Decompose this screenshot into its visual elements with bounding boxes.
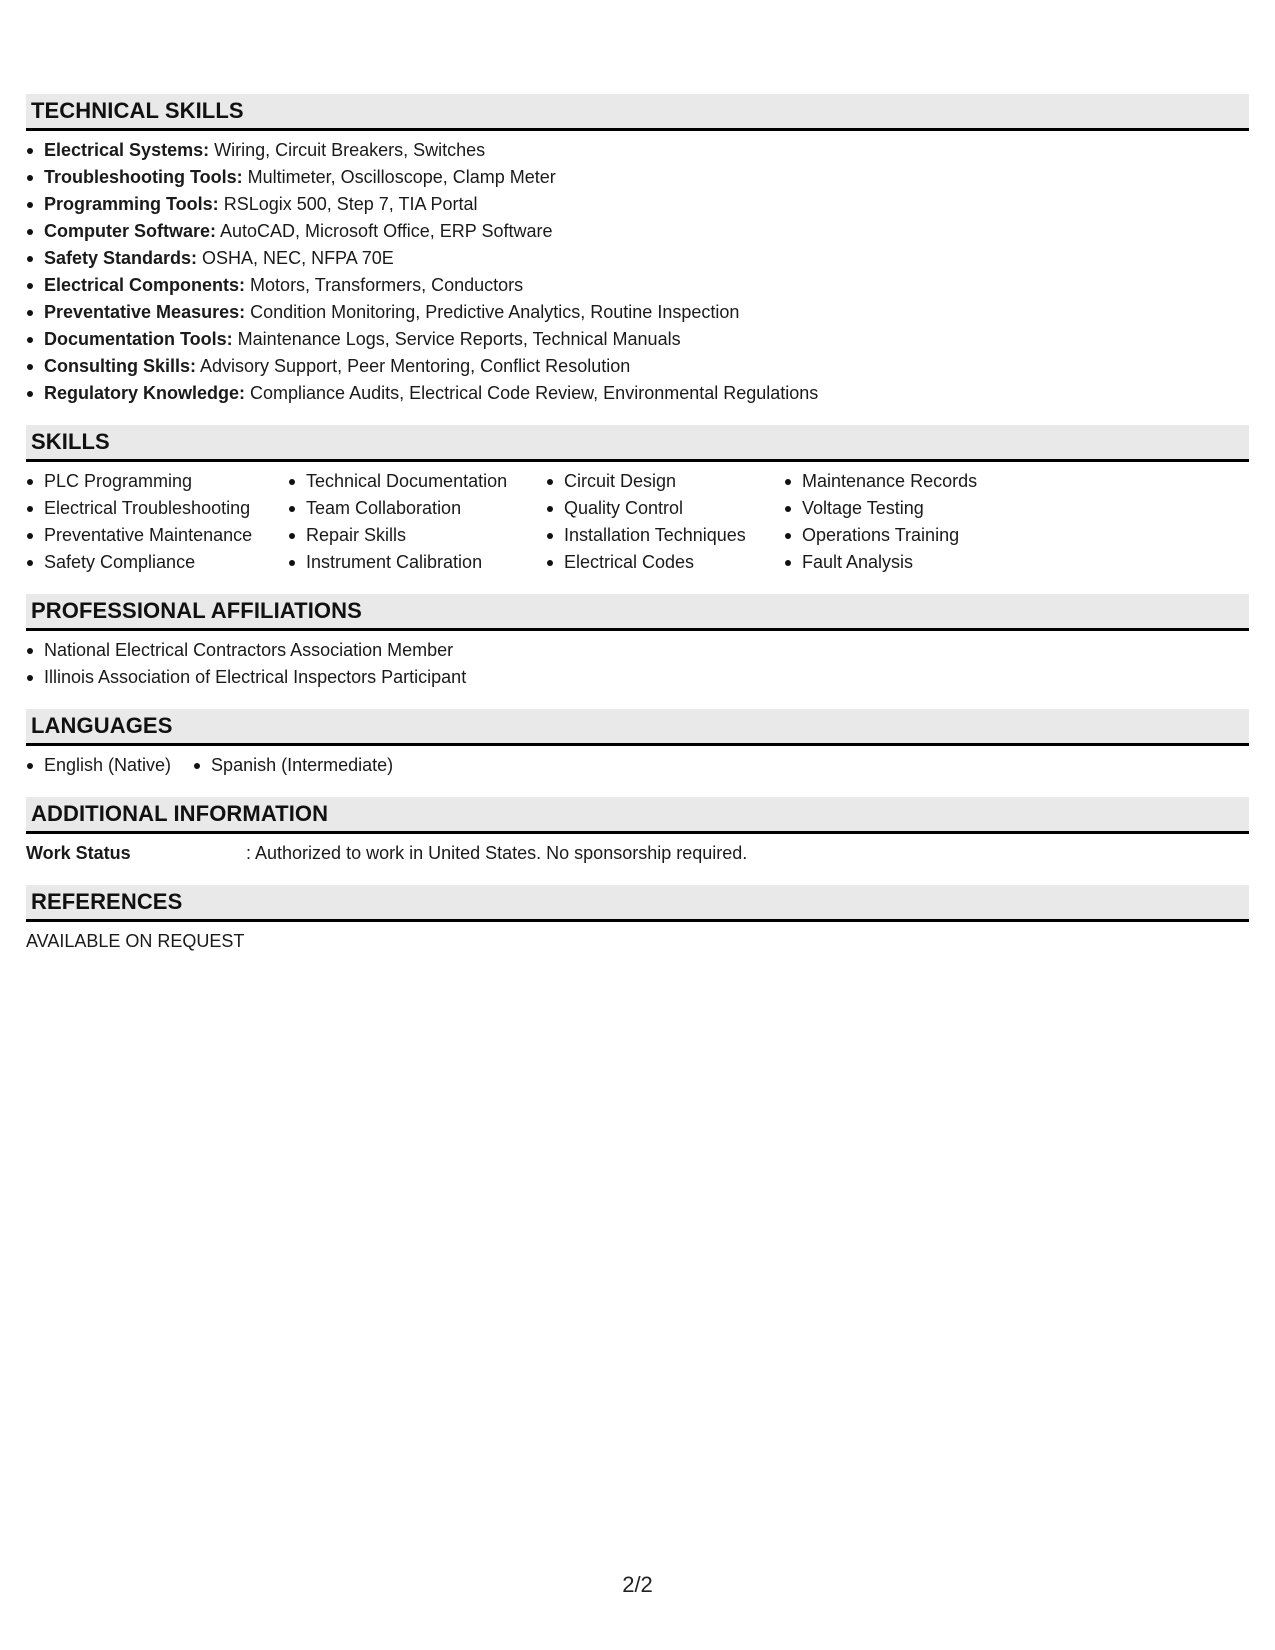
skill-category-value: Multimeter, Oscilloscope, Clamp Meter [242,167,556,187]
list-item [26,164,1249,191]
skill-category-label: Electrical Components: [44,275,246,295]
additional-info-section [26,797,1249,867]
list-item [784,495,1044,522]
language-text: English (Native) [44,755,172,775]
list-item [26,752,171,779]
skills-column [784,468,1044,576]
list-item [288,468,546,495]
skill-category-value: Condition Monitoring, Predictive Analytics, Routine Inspection [245,302,740,322]
bullet-icon [27,283,33,289]
bullet-icon [785,560,791,566]
bullet-icon [27,533,33,539]
list-item [26,664,1249,691]
bullet-icon [27,391,33,397]
list-item [288,522,546,549]
bullet-icon [785,533,791,539]
languages-list [26,752,1249,779]
affiliation-text: National Electrical Contractors Association Member [44,640,454,660]
bullet-icon [27,229,33,235]
references-text: AVAILABLE ON REQUEST [26,931,245,951]
list-item [26,245,1249,272]
skill-category-label: Programming Tools: [44,194,219,214]
bullet-icon [289,506,295,512]
list-item [26,380,1249,407]
affiliations-list [26,637,1249,691]
bullet-icon [27,763,33,769]
skill-text: Circuit Design [564,471,677,491]
languages-section [26,709,1249,779]
skill-text: Installation Techniques [564,525,746,545]
list-item [26,468,288,495]
list-item [26,272,1249,299]
skill-category-label: Electrical Systems: [44,140,210,160]
skill-category-value: Motors, Transformers, Conductors [245,275,524,295]
bullet-icon [547,560,553,566]
list-item [784,522,1044,549]
section-title: LANGUAGES [31,713,173,738]
page-number: 2/2 [622,1572,653,1597]
skills-column [288,468,546,576]
list-item [26,326,1249,353]
bullet-icon [27,560,33,566]
skill-category-label: Preventative Measures: [44,302,246,322]
section-title: SKILLS [31,429,110,454]
skill-category-value: Maintenance Logs, Service Reports, Technical Manuals [232,329,681,349]
bullet-icon [27,648,33,654]
list-item [26,495,288,522]
skill-text: Safety Compliance [44,552,196,572]
skill-category-label: Documentation Tools: [44,329,233,349]
work-status-row [26,840,1249,867]
work-status-value: : Authorized to work in United States. No sponsorship required. [246,843,748,863]
bullet-icon [289,560,295,566]
list-item [288,495,546,522]
bullet-icon [289,479,295,485]
skill-category-value: OSHA, NEC, NFPA 70E [197,248,394,268]
list-item [26,218,1249,245]
skill-category-value: RSLogix 500, Step 7, TIA Portal [218,194,478,214]
section-header [26,885,1249,922]
skill-text: Electrical Troubleshooting [44,498,251,518]
skills-column [546,468,784,576]
list-item [288,549,546,576]
skill-category-label: Consulting Skills: [44,356,197,376]
language-text: Spanish (Intermediate) [211,755,394,775]
skill-text: Instrument Calibration [306,552,483,572]
list-item [26,299,1249,326]
skill-text: Operations Training [802,525,960,545]
resume-page [26,94,1249,973]
list-item [26,353,1249,380]
list-item [26,637,1249,664]
bullet-icon [547,533,553,539]
bullet-icon [27,364,33,370]
skill-category-value: Advisory Support, Peer Mentoring, Conflict Resolution [196,356,631,376]
list-item [546,549,784,576]
references-section [26,885,1249,955]
skill-text: PLC Programming [44,471,193,491]
section-header [26,709,1249,746]
skill-text: Team Collaboration [306,498,462,518]
technical-skills-section [26,94,1249,407]
skill-category-value: AutoCAD, Microsoft Office, ERP Software [216,221,553,241]
bullet-icon [27,506,33,512]
skill-text: Technical Documentation [306,471,508,491]
bullet-icon [27,202,33,208]
skill-category-label: Computer Software: [44,221,217,241]
bullet-icon [547,479,553,485]
bullet-icon [547,506,553,512]
bullet-icon [785,506,791,512]
bullet-icon [785,479,791,485]
skill-text: Quality Control [564,498,684,518]
list-item [193,752,393,779]
skill-text: Maintenance Records [802,471,978,491]
skills-grid [26,468,1249,576]
section-title: REFERENCES [31,889,183,914]
affiliation-text: Illinois Association of Electrical Inspectors Participant [44,667,467,687]
skills-section [26,425,1249,576]
skill-category-label: Troubleshooting Tools: [44,167,243,187]
list-item [784,549,1044,576]
work-status-label: Work Status [26,843,131,863]
section-header [26,797,1249,834]
list-item [546,522,784,549]
bullet-icon [27,479,33,485]
bullet-icon [194,763,200,769]
list-item [26,549,288,576]
technical-skills-list [26,137,1249,407]
skills-column [26,468,288,576]
list-item [26,522,288,549]
skill-category-label: Regulatory Knowledge: [44,383,246,403]
skill-text: Preventative Maintenance [44,525,253,545]
bullet-icon [27,256,33,262]
list-item [784,468,1044,495]
skill-text: Fault Analysis [802,552,914,572]
skill-text: Voltage Testing [802,498,924,518]
list-item [546,495,784,522]
skill-category-label: Safety Standards: [44,248,198,268]
bullet-icon [27,175,33,181]
section-header [26,425,1249,462]
bullet-icon [27,337,33,343]
bullet-icon [27,675,33,681]
skill-text: Electrical Codes [564,552,695,572]
list-item [26,191,1249,218]
section-title: ADDITIONAL INFORMATION [31,801,329,826]
skill-category-value: Wiring, Circuit Breakers, Switches [209,140,486,160]
bullet-icon [289,533,295,539]
list-item [26,137,1249,164]
list-item [546,468,784,495]
section-header [26,594,1249,631]
section-title: PROFESSIONAL AFFILIATIONS [31,598,362,623]
skill-text: Repair Skills [306,525,407,545]
section-title: TECHNICAL SKILLS [31,98,244,123]
section-header [26,94,1249,131]
bullet-icon [27,310,33,316]
affiliations-section [26,594,1249,691]
skill-category-value: Compliance Audits, Electrical Code Review, Environmental Regulations [245,383,819,403]
bullet-icon [27,148,33,154]
